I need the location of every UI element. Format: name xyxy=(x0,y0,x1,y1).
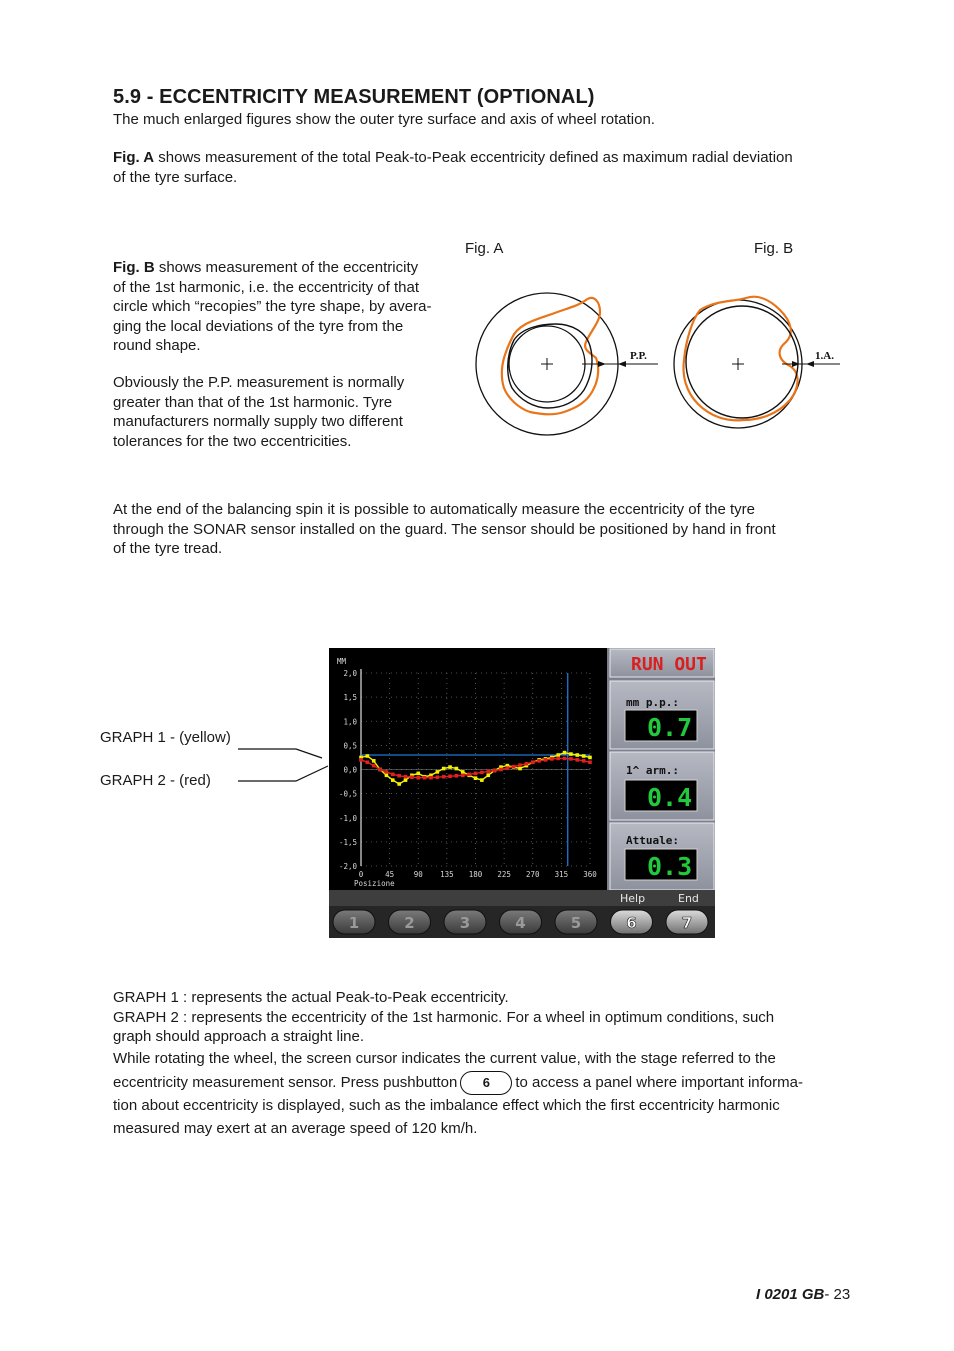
sonar-paragraph xyxy=(113,500,873,559)
graph1-point xyxy=(372,759,376,763)
graph2-point xyxy=(518,763,522,767)
graph1-point xyxy=(556,753,560,757)
y-tick-label: 1,5 xyxy=(343,693,357,703)
actual-panel xyxy=(610,823,714,890)
graph2-point xyxy=(506,766,510,770)
intro-text: The much enlarged figures show the outer tyre surface and axis of wheel rotation. xyxy=(113,111,655,128)
function-button-label: 2 xyxy=(404,914,415,932)
y-tick-label: 1,0 xyxy=(343,717,357,727)
function-button-1[interactable] xyxy=(333,910,375,934)
graph2-point xyxy=(436,775,440,779)
fig-b-line2: of the 1st harmonic, i.e. the eccentricity of that xyxy=(113,278,419,296)
fig-a-line2: of the tyre surface. xyxy=(113,168,238,186)
fig-b-arrow xyxy=(792,361,800,367)
sonar-line: of the tyre tread. xyxy=(113,540,223,557)
x-tick-label: 315 xyxy=(554,870,569,879)
x-axis-label: Posizione xyxy=(354,879,395,888)
harmonic-label: 1^ arm.: xyxy=(626,764,679,777)
graph1-point xyxy=(416,772,420,776)
pp-tag: P.P. xyxy=(630,350,647,362)
document-code: I 0201 GB xyxy=(756,1286,825,1303)
graph2-point xyxy=(378,768,382,772)
y-tick-label: -1,5 xyxy=(338,837,357,847)
rotation-text-a: eccentricity measurement sensor. Press pushbutton xyxy=(113,1074,458,1091)
graph2-point xyxy=(588,760,592,764)
graph2-point xyxy=(385,770,389,774)
screen-title: RUN OUT xyxy=(631,654,707,675)
graph2-point xyxy=(537,759,541,763)
graph2-point xyxy=(556,757,560,761)
function-button-3[interactable] xyxy=(444,910,486,934)
function-button-7[interactable] xyxy=(666,910,708,934)
actual-value: 0.3 xyxy=(647,852,693,881)
x-tick-label: 360 xyxy=(583,870,597,879)
function-button-label: 5 xyxy=(570,914,582,932)
graph1-point xyxy=(404,778,408,782)
graph2-point xyxy=(563,757,567,761)
graph2-point xyxy=(442,775,446,779)
harmonic-value: 0.4 xyxy=(647,783,693,812)
function-button-2[interactable] xyxy=(389,910,431,934)
graph2-point xyxy=(372,764,376,768)
fig-a-bold: Fig. A xyxy=(113,149,155,166)
rotation-text-3: tion about eccentricity is displayed, such as the imbalance effect which the first eccentricity harmonic xyxy=(113,1097,780,1115)
tyre-figures xyxy=(460,280,860,440)
actual-label: Attuale: xyxy=(626,834,679,847)
graph1-point xyxy=(455,767,459,771)
graph2-point xyxy=(467,773,471,777)
rotation-text-pushbutton xyxy=(113,1071,873,1095)
callout-leaders xyxy=(230,740,330,790)
graph1-point xyxy=(474,776,478,780)
function-button-label: 1 xyxy=(348,914,360,932)
x-tick-label: 90 xyxy=(413,870,423,879)
ia-tag: 1.A. xyxy=(815,350,834,362)
graph1-point xyxy=(480,778,484,782)
graph2-point xyxy=(391,773,395,777)
x-tick-label: 0 xyxy=(358,870,364,879)
y-tick-label: -1,0 xyxy=(338,813,357,823)
fig-a-line1: shows measurement of the total Peak-to-Peak eccentricity defined as maximum radial deviation xyxy=(154,149,793,166)
graph2-explanation-cont: graph should approach a straight line. xyxy=(113,1028,365,1045)
graph2-point xyxy=(429,776,433,780)
graph1-point xyxy=(563,751,567,755)
graph2-point xyxy=(410,775,414,779)
graph-background xyxy=(329,648,607,890)
pp-note-line: manufacturers normally supply two different xyxy=(113,413,403,430)
callout-graph1: GRAPH 1 - (yellow) xyxy=(100,729,231,746)
function-button-label: 7 xyxy=(681,914,693,932)
x-tick-label: 270 xyxy=(525,870,540,879)
graph1-point xyxy=(366,754,370,758)
sonar-line: At the end of the balancing spin it is possible to automatically measure the eccentricity of the tyre xyxy=(113,501,756,518)
graph2-point xyxy=(359,758,363,762)
pushbutton-6-icon: 6 xyxy=(460,1071,512,1095)
x-tick-label: 135 xyxy=(440,870,454,879)
function-bar xyxy=(329,890,715,906)
graph2-point xyxy=(525,762,529,766)
function-button-label: 3 xyxy=(459,914,471,932)
fig-a-arrow xyxy=(598,361,606,367)
graph1-point xyxy=(575,753,579,757)
fig-b-line4: ging the local deviations of the tyre from the xyxy=(113,317,404,335)
page-number: - 23 xyxy=(824,1286,851,1303)
fig-b-line1: shows measurement of the eccentricity xyxy=(154,259,419,276)
fig-b-drawing xyxy=(674,297,840,428)
function-button-label: 4 xyxy=(515,914,526,932)
graph2-point xyxy=(455,774,459,778)
fig-a-label: Fig. A xyxy=(465,240,504,257)
graph2-point xyxy=(423,776,427,780)
fig-a-arrow xyxy=(618,361,626,367)
fig-b-arrow xyxy=(806,361,814,367)
y-tick-label: 2,0 xyxy=(343,669,357,678)
pp-note-line: Obviously the P.P. measurement is normally xyxy=(113,374,405,391)
graph1-point xyxy=(436,770,440,774)
graph1-point xyxy=(397,782,401,786)
leader-line-graph1 xyxy=(238,749,322,758)
page-footer xyxy=(756,1286,850,1303)
fig-b-line5: round shape. xyxy=(113,337,201,354)
graph1-point xyxy=(442,767,446,771)
fig-a-tyre-profile xyxy=(502,298,600,414)
graph2-point xyxy=(366,760,370,764)
graph2-point xyxy=(493,769,497,773)
graph1-point xyxy=(385,773,389,777)
graph2-point xyxy=(499,768,503,772)
function-button-4[interactable] xyxy=(500,910,542,934)
graph1-explanation: GRAPH 1 : represents the actual Peak-to-Peak eccentricity. xyxy=(113,989,509,1006)
fig-b-harmonic-circle xyxy=(686,306,798,418)
graph2-point xyxy=(480,771,484,775)
pp-value: 0.7 xyxy=(647,713,693,742)
sonar-line: through the SONAR sensor installed on the guard. The sensor should be positioned by hand in front xyxy=(113,520,776,538)
fig-a-description xyxy=(113,148,873,187)
end-label: End xyxy=(678,892,699,905)
x-tick-label: 45 xyxy=(385,870,395,879)
graph2-point xyxy=(550,757,554,761)
fig-b-label: Fig. B xyxy=(754,240,794,257)
graph2-point xyxy=(575,758,579,762)
y-tick-label: 0,0 xyxy=(343,765,357,775)
y-tick-label: 0,5 xyxy=(343,741,357,751)
graph1-point xyxy=(582,754,586,758)
graph1-point xyxy=(461,770,465,774)
pp-panel xyxy=(610,681,714,749)
fig-b-bold: Fig. B xyxy=(113,259,155,276)
graph2-point xyxy=(512,765,516,769)
graph2-point xyxy=(582,759,586,763)
fig-a-drawing xyxy=(476,293,658,435)
section-heading: 5.9 - ECCENTRICITY MEASUREMENT (OPTIONAL) xyxy=(113,86,595,108)
y-tick-label: -2,0 xyxy=(338,862,357,871)
graph2-point xyxy=(461,773,465,777)
function-button-5[interactable] xyxy=(555,910,597,934)
graph2-point xyxy=(397,774,401,778)
graph1-point xyxy=(391,778,395,782)
rotation-text: While rotating the wheel, the screen cursor indicates the current value, with the stage referred to the xyxy=(113,1049,776,1067)
rotation-text-b: to access a panel where important informa- xyxy=(515,1074,803,1091)
graph2-point xyxy=(544,758,548,762)
pp-note-line: greater than that of the 1st harmonic. Tyre xyxy=(113,393,393,411)
pp-note-line: tolerances for the two eccentricities. xyxy=(113,432,352,450)
graph1-point xyxy=(448,765,452,769)
graph1-point xyxy=(518,767,522,771)
graph2-point xyxy=(474,772,478,776)
graph1-point xyxy=(588,756,592,760)
help-label: Help xyxy=(620,892,646,905)
fig-b-description xyxy=(113,258,458,356)
y-axis-label: MM xyxy=(337,657,347,666)
runout-screen xyxy=(329,648,715,938)
x-tick-label: 180 xyxy=(468,870,483,879)
graph2-point xyxy=(416,776,420,780)
graph1-point xyxy=(569,752,573,756)
graph2-point xyxy=(531,760,535,764)
leader-line-graph2 xyxy=(238,766,328,781)
pp-label: mm p.p.: xyxy=(626,696,679,709)
graph2-point xyxy=(404,775,408,779)
fig-b-line3: circle which “recopies” the tyre shape, by avera- xyxy=(113,298,432,315)
function-button-label: 6 xyxy=(626,914,637,932)
graph2-explanation: GRAPH 2 : represents the eccentricity of the 1st harmonic. For a wheel in optimum conditions, such xyxy=(113,1008,775,1026)
rotation-text-4: measured may exert at an average speed of 120 km/h. xyxy=(113,1119,478,1137)
graph2-point xyxy=(448,774,452,778)
harmonic-panel xyxy=(610,752,714,820)
callout-graph2: GRAPH 2 - (red) xyxy=(100,772,211,789)
graph2-point xyxy=(486,770,490,774)
graph2-point xyxy=(569,757,573,761)
function-button-6[interactable] xyxy=(611,910,653,934)
y-tick-label: -0,5 xyxy=(338,789,357,799)
x-tick-label: 225 xyxy=(497,870,511,879)
graph-explanation xyxy=(113,988,873,1138)
graph1-point xyxy=(486,773,490,777)
pp-note xyxy=(113,373,458,451)
